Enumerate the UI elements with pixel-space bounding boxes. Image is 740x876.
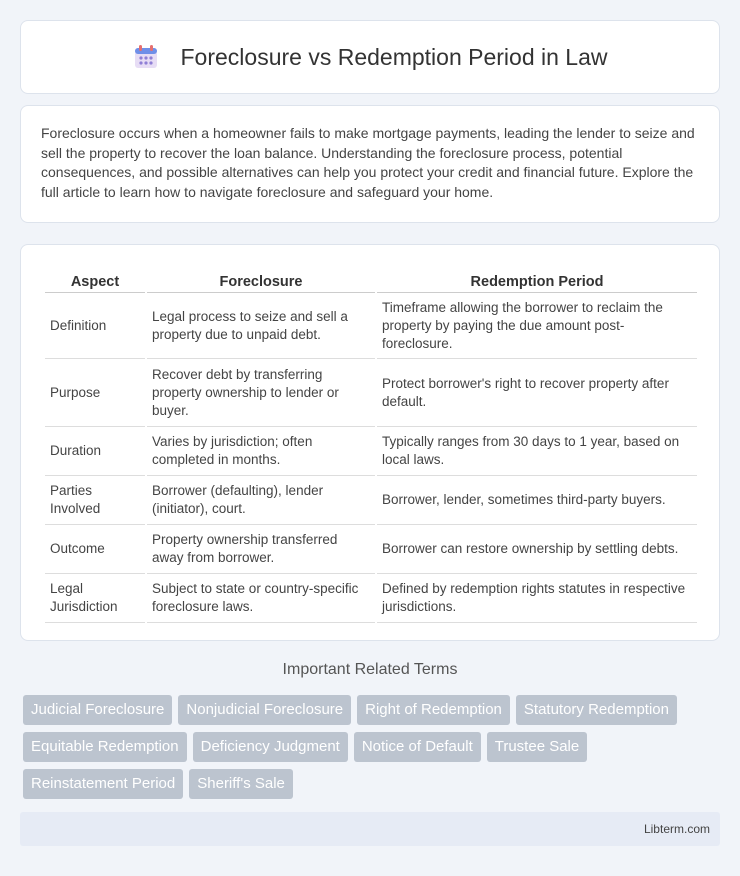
related-term-tag[interactable]: Equitable Redemption [23,732,187,762]
related-term-tag[interactable]: Nonjudicial Foreclosure [178,695,351,725]
table-cell-foreclosure: Varies by jurisdiction; often completed in months. [147,427,375,476]
table-row [45,574,697,623]
table-cell-aspect: Duration [45,427,145,476]
table-cell-aspect: Purpose [45,359,145,427]
table-cell-aspect: Parties Involved [45,476,145,525]
table-cell-redemption: Timeframe allowing the borrower to reclaim the property by paying the due amount post-foreclosure. [377,293,697,359]
table-cell-redemption: Defined by redemption rights statutes in respective jurisdictions. [377,574,697,623]
related-terms-list [23,695,723,799]
table-cell-redemption: Typically ranges from 30 days to 1 year, based on local laws. [377,427,697,476]
column-header-foreclosure: Foreclosure [147,267,375,293]
intro-card [20,105,720,223]
table-row [45,293,697,359]
column-header-redemption: Redemption Period [377,267,697,293]
comparison-card [20,244,720,641]
table-row [45,359,697,427]
table-cell-redemption: Borrower, lender, sometimes third-party buyers. [377,476,697,525]
footer-brand-link[interactable]: Libterm.com [643,822,710,836]
table-cell-foreclosure: Subject to state or country-specific foreclosure laws. [147,574,375,623]
table-header-row [45,267,697,293]
page-title: Foreclosure vs Redemption Period in Law [180,43,608,70]
related-term-tag[interactable]: Right of Redemption [357,695,510,725]
header-card [20,20,720,94]
table-cell-foreclosure: Borrower (defaulting), lender (initiator), court. [147,476,375,525]
related-terms-title: Important Related Terms [282,661,458,678]
related-term-tag[interactable]: Trustee Sale [487,732,588,762]
table-row [45,476,697,525]
calendar-icon [133,44,159,70]
related-term-tag[interactable]: Notice of Default [354,732,481,762]
column-header-aspect: Aspect [45,267,145,293]
table-cell-redemption: Protect borrower's right to recover property after default. [377,359,697,427]
related-term-tag[interactable]: Deficiency Judgment [193,732,348,762]
table-cell-foreclosure: Recover debt by transferring property ownership to lender or buyer. [147,359,375,427]
intro-text: Foreclosure occurs when a homeowner fails to make mortgage payments, leading the lender to seize and sell the property to recover the loan balance. Understanding the foreclosure process, potential consequences, and possible alternatives can help you protect your credit and financial future. Explore the full article to learn how to navigate foreclosure and safeguard your home. [41,125,695,200]
table-cell-foreclosure: Property ownership transferred away from borrower. [147,525,375,574]
footer [20,812,720,846]
table-cell-redemption: Borrower can restore ownership by settling debts. [377,525,697,574]
comparison-table [43,267,699,623]
table-row [45,427,697,476]
related-term-tag[interactable]: Reinstatement Period [23,769,183,799]
related-term-tag[interactable]: Sheriff's Sale [189,769,293,799]
table-cell-aspect: Definition [45,293,145,359]
table-cell-aspect: Legal Jurisdiction [45,574,145,623]
table-cell-aspect: Outcome [45,525,145,574]
table-row [45,525,697,574]
related-term-tag[interactable]: Judicial Foreclosure [23,695,172,725]
table-cell-foreclosure: Legal process to seize and sell a property due to unpaid debt. [147,293,375,359]
related-term-tag[interactable]: Statutory Redemption [516,695,677,725]
